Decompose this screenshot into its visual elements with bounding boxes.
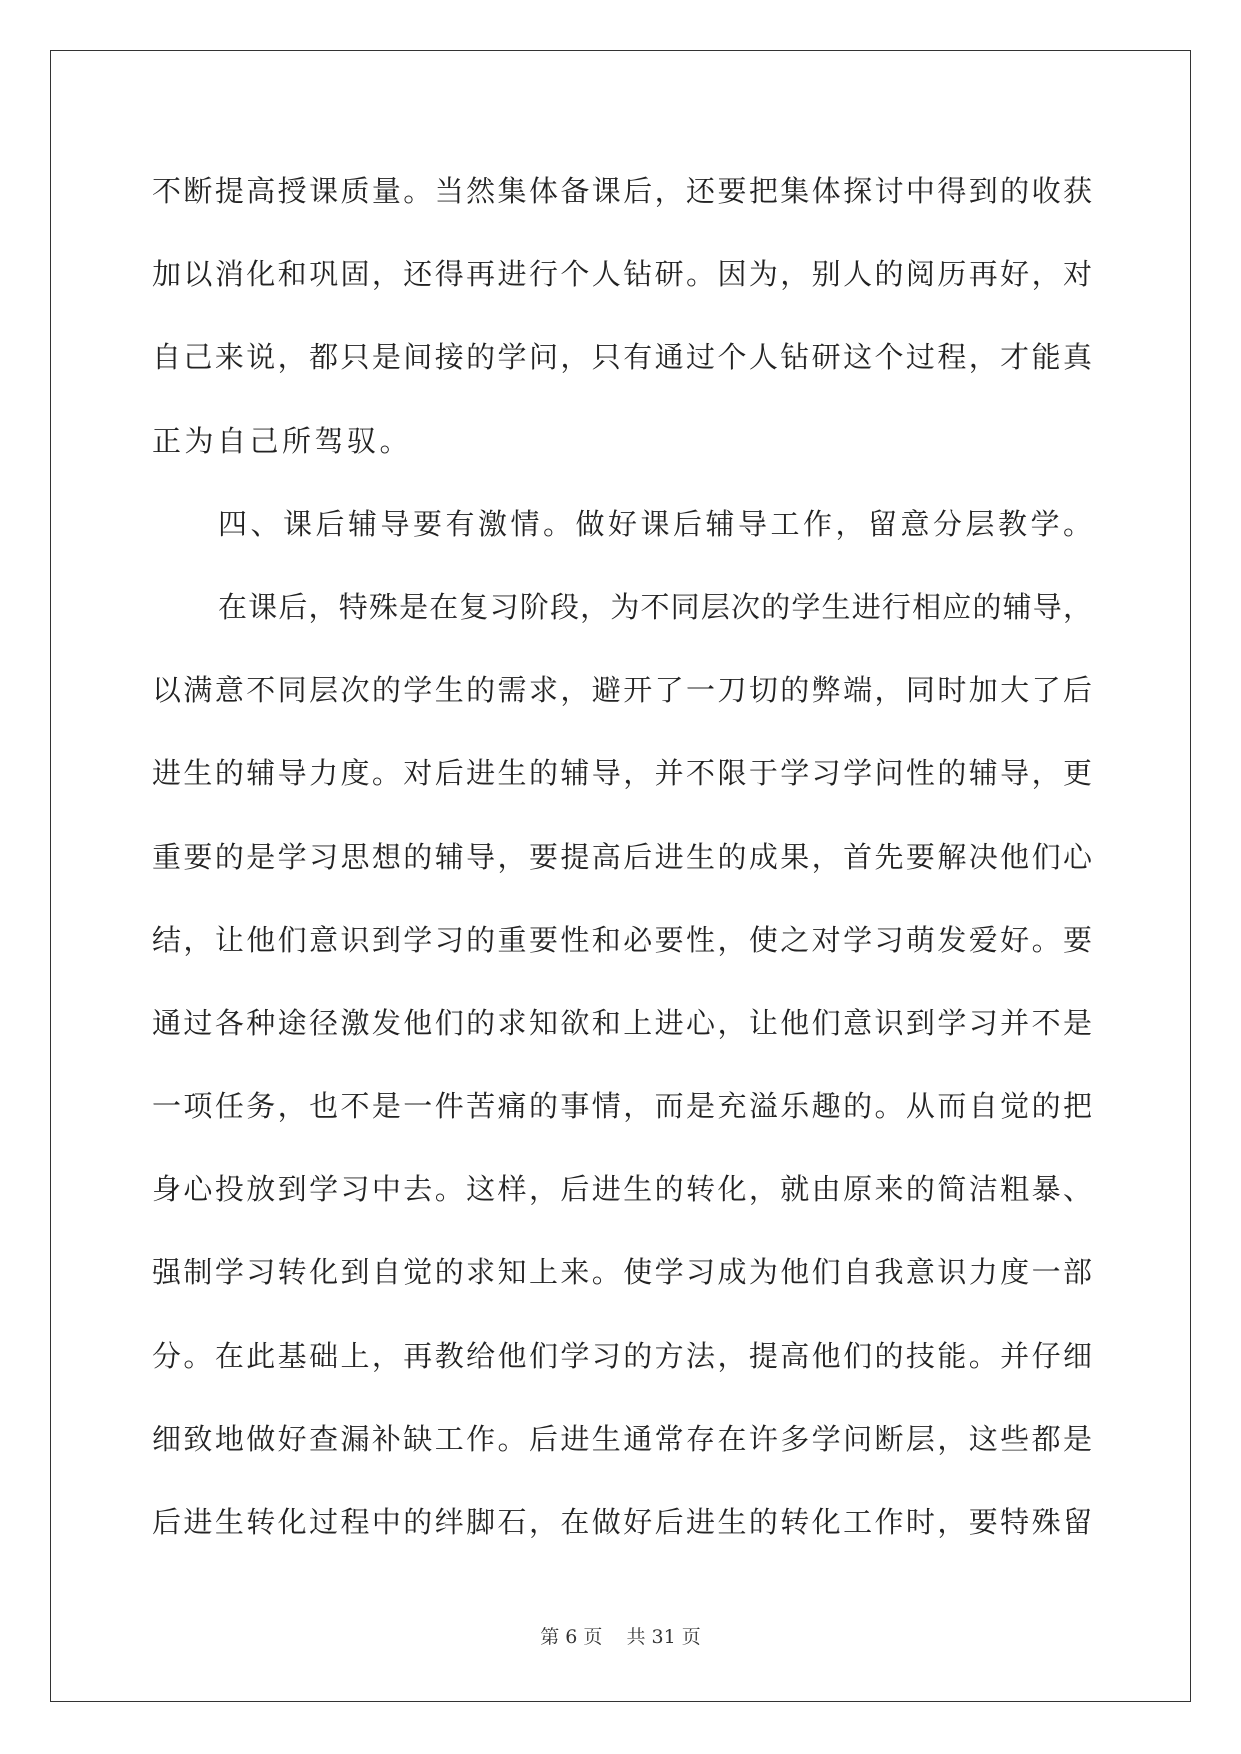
text-line: 结，让他们意识到学习的重要性和必要性，使之对学习萌发爱好。要	[152, 922, 1092, 957]
text-line: 以满意不同层次的学生的需求，避开了一刀切的弊端，同时加大了后	[152, 673, 1092, 708]
page-number: 第 6 页	[540, 1626, 603, 1648]
text-line: 正为自己所驾驭。	[152, 423, 413, 458]
text-line: 分。在此基础上，再教给他们学习的方法，提高他们的技能。并仔细	[152, 1338, 1092, 1373]
document-body	[152, 165, 1096, 1579]
text-line: 通过各种途径激发他们的求知欲和上进心，让他们意识到学习并不是	[152, 1005, 1092, 1040]
text-line: 强制学习转化到自觉的求知上来。使学习成为他们自我意识力度一部	[152, 1255, 1092, 1290]
text-line: 一项任务，也不是一件苦痛的事情，而是充溢乐趣的。从而自觉的把	[152, 1089, 1092, 1124]
text-line: 加以消化和巩固，还得再进行个人钻研。因为，别人的阅历再好，对	[152, 257, 1092, 292]
section-heading: 四、课后辅导要有激情。做好课后辅导工作，留意分层教学。	[218, 506, 1096, 541]
text-line: 后进生转化过程中的绊脚石，在做好后进生的转化工作时，要特殊留	[152, 1505, 1092, 1539]
text-line: 重要的是学习思想的辅导，要提高后进生的成果，首先要解决他们心	[152, 839, 1092, 874]
page-total: 共 31 页	[626, 1626, 701, 1648]
text-line: 自己来说，都只是间接的学问，只有通过个人钻研这个过程，才能真	[152, 340, 1092, 375]
text-line: 细致地做好查漏补缺工作。后进生通常存在许多学问断层，这些都是	[152, 1421, 1092, 1456]
text-line: 进生的辅导力度。对后进生的辅导，并不限于学习学问性的辅导，更	[152, 756, 1092, 791]
text-line: 身心投放到学习中去。这样，后进生的转化，就由原来的简洁粗暴、	[152, 1172, 1092, 1207]
text-line: 不断提高授课质量。当然集体备课后，还要把集体探讨中得到的收获	[152, 174, 1092, 208]
text-line: 在课后，特殊是在复习阶段，为不同层次的学生进行相应的辅导，	[218, 589, 1092, 624]
page-footer	[0, 1622, 1241, 1649]
